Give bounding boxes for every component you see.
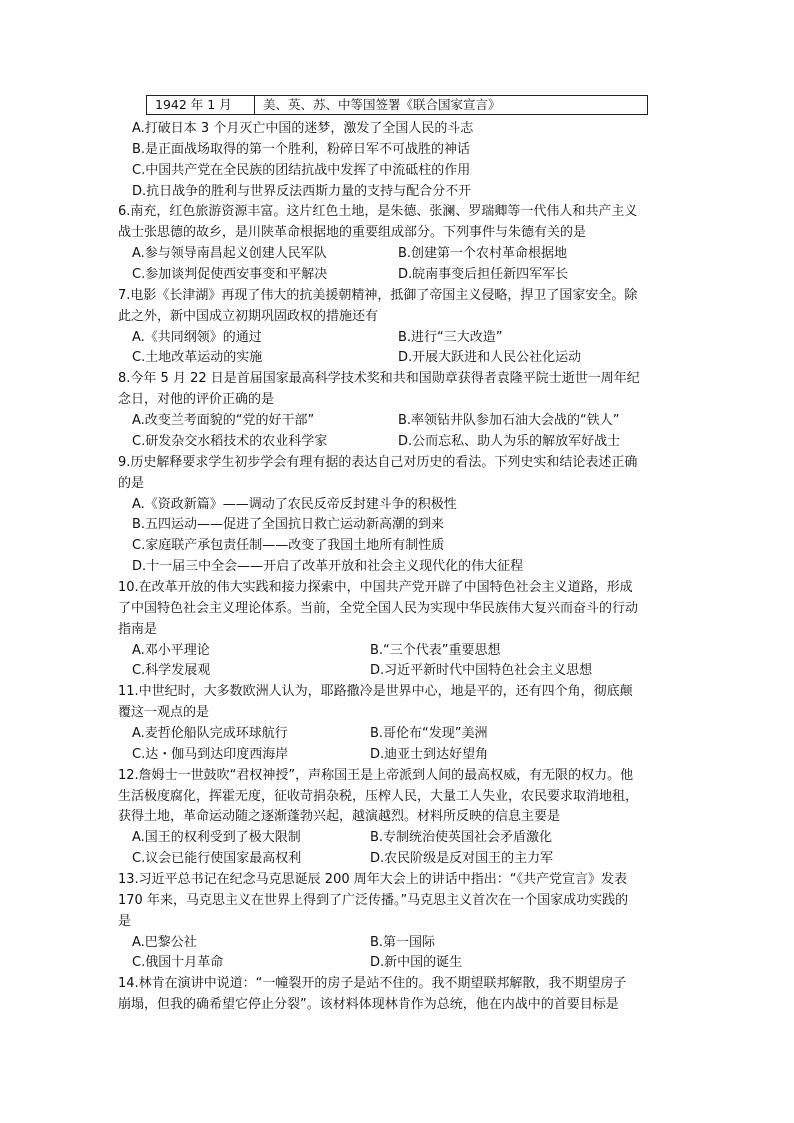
q5-option-b: B.是正面战场取得的第一个胜利，粉碎日军不可战胜的神话 [132, 142, 471, 157]
q8-option-d: D.公而忘私、助人为乐的解放军好战士 [398, 434, 621, 449]
q14-stem-line-2: 崩塌，但我的确希望它停止分裂”。该材料体现林肯作为总统，他在内战中的首要目标是 [118, 997, 619, 1012]
q13-stem-line-2: 170 年来，马克思主义在世界上得到了广泛传播。”马克思主义首次在一个国家成功实践的 [118, 893, 629, 908]
q7-stem-line-1: 7.电影《长津湖》再现了伟大的抗美援朝精神，抵御了帝国主义侵略，捍卫了国家安全。除 [118, 288, 638, 303]
q6-option-a: A.参与领导南昌起义创建人民军队 [132, 246, 327, 261]
event-date-cell: 1942 年 1 月 [147, 96, 255, 114]
event-table [146, 95, 648, 115]
q11-stem-line-1: 11.中世纪时，大多数欧洲人认为，耶路撒冷是世界中心，地是平的，还有四个角，彻底颠 [118, 684, 633, 699]
q6-option-d: D.皖南事变后担任新四军军长 [398, 267, 569, 282]
q10-stem-line-3: 指南是 [118, 622, 158, 637]
q13-option-d: D.新中国的诞生 [370, 955, 463, 970]
q12-option-c: C.议会已能行使国家最高权利 [132, 851, 302, 866]
q10-option-b: B.“三个代表”重要思想 [370, 643, 501, 658]
q13-option-b: B.第一国际 [370, 935, 436, 950]
q7-stem-line-2: 此之外，新中国成立初期巩固政权的措施还有 [118, 309, 379, 324]
q6-stem-line-1: 6.南充，红色旅游资源丰富。这片红色土地，是朱德、张澜、罗瑞卿等一代伟人和共产主义 [118, 204, 638, 219]
q11-option-b: B.哥伦布“发现”美洲 [370, 726, 488, 741]
q12-option-d: D.农民阶级是反对国王的主力军 [370, 851, 554, 866]
q10-stem-line-1: 10.在改革开放的伟大实践和接力探索中，中国共产党开辟了中国特色社会主义道路，形成 [118, 580, 633, 595]
q13-stem-line-3: 是 [118, 914, 132, 929]
q6-option-c: C.参加谈判促使西安事变和平解决 [132, 267, 328, 282]
q5-option-a: A.打破日本 3 个月灭亡中国的迷梦，激发了全国人民的斗志 [132, 121, 474, 136]
q5-option-d: D.抗日战争的胜利与世界反法西斯力量的支持与配合分不开 [132, 184, 472, 199]
q8-option-a: A.改变兰考面貌的“党的好干部” [132, 413, 315, 428]
q6-option-b: B.创建第一个农村革命根据地 [398, 246, 568, 261]
q12-stem-line-3: 获得土地，革命运动随之逐渐蓬勃兴起，越演越烈。材料所反映的信息主要是 [118, 809, 561, 824]
q13-option-a: A.巴黎公社 [132, 935, 197, 950]
q10-option-c: C.科学发展观 [132, 663, 211, 678]
q9-option-a: A.《资政新篇》——调动了农民反帝反封建斗争的积极性 [132, 497, 457, 512]
q11-option-d: D.迪亚士到达好望角 [370, 747, 489, 762]
q11-stem-line-2: 覆这一观点的是 [118, 705, 210, 720]
q13-stem-line-1: 13.习近平总书记在纪念马克思诞辰 200 周年大会上的讲话中指出：“《共产党宣言》发表 [118, 872, 627, 887]
q12-option-a: A.国王的权利受到了极大限制 [132, 830, 301, 845]
q7-option-b: B.进行“三大改造” [398, 330, 503, 345]
q10-option-d: D.习近平新时代中国特色社会主义思想 [370, 663, 593, 678]
q8-stem-line-1: 8.今年 5 月 22 日是首届国家最高科学技术奖和共和国勋章获得者袁隆平院士逝世一周年纪 [118, 371, 640, 386]
q11-option-a: A.麦哲伦船队完成环球航行 [132, 726, 288, 741]
q10-option-a: A.邓小平理论 [132, 643, 210, 658]
event-description-cell: 美、英、苏、中等国签署《联合国家宣言》 [263, 97, 501, 112]
q12-option-b: B.专制统治使英国社会矛盾激化 [370, 830, 553, 845]
q5-option-c: C.中国共产党在全民族的团结抗战中发挥了中流砥柱的作用 [132, 163, 471, 178]
q9-option-b: B.五四运动——促进了全国抗日救亡运动新高潮的到来 [132, 517, 445, 532]
q11-option-c: C.达・伽马到达印度西海岸 [132, 747, 289, 762]
q7-option-d: D.开展大跃进和人民公社化运动 [398, 350, 582, 365]
q8-stem-line-2: 念日，对他的评价正确的是 [118, 392, 275, 407]
q8-option-c: C.研发杂交水稻技术的农业科学家 [132, 434, 328, 449]
q9-stem-line-2: 的是 [118, 476, 145, 491]
q12-stem-line-2: 生活极度腐化，挥霍无度，征收苛捐杂税，压榨人民，大量工人失业，农民要求取消地租， [118, 789, 639, 804]
q7-option-c: C.土地改革运动的实施 [132, 350, 263, 365]
q14-stem-line-1: 14.林肯在演讲中说道：“一幢裂开的房子是站不住的。我不期望联邦解散，我不期望房子 [118, 976, 627, 991]
q6-stem-line-2: 战士张思德的故乡，是川陕革命根据地的重要组成部分。下列事件与朱德有关的是 [118, 225, 587, 240]
q12-stem-line-1: 12.詹姆士一世鼓吹“君权神授”，声称国王是上帝派到人间的最高权威，有无限的权力。他 [118, 768, 634, 783]
q10-stem-line-2: 了中国特色社会主义理论体系。当前，全党全国人民为实现中华民族伟大复兴而奋斗的行动 [118, 601, 639, 616]
q7-option-a: A.《共同纲领》的通过 [132, 330, 262, 345]
q9-option-c: C.家庭联产承包责任制——改变了我国土地所有制性质 [132, 538, 445, 553]
q8-option-b: B.率领钻井队参加石油大会战的“铁人” [398, 413, 620, 428]
q9-option-d: D.十一届三中全会——开启了改革开放和社会主义现代化的伟大征程 [132, 559, 524, 574]
q13-option-c: C.俄国十月革命 [132, 955, 224, 970]
q9-stem-line-1: 9.历史解释要求学生初步学会有理有据的表达自己对历史的看法。下列史实和结论表述正确 [118, 455, 638, 470]
